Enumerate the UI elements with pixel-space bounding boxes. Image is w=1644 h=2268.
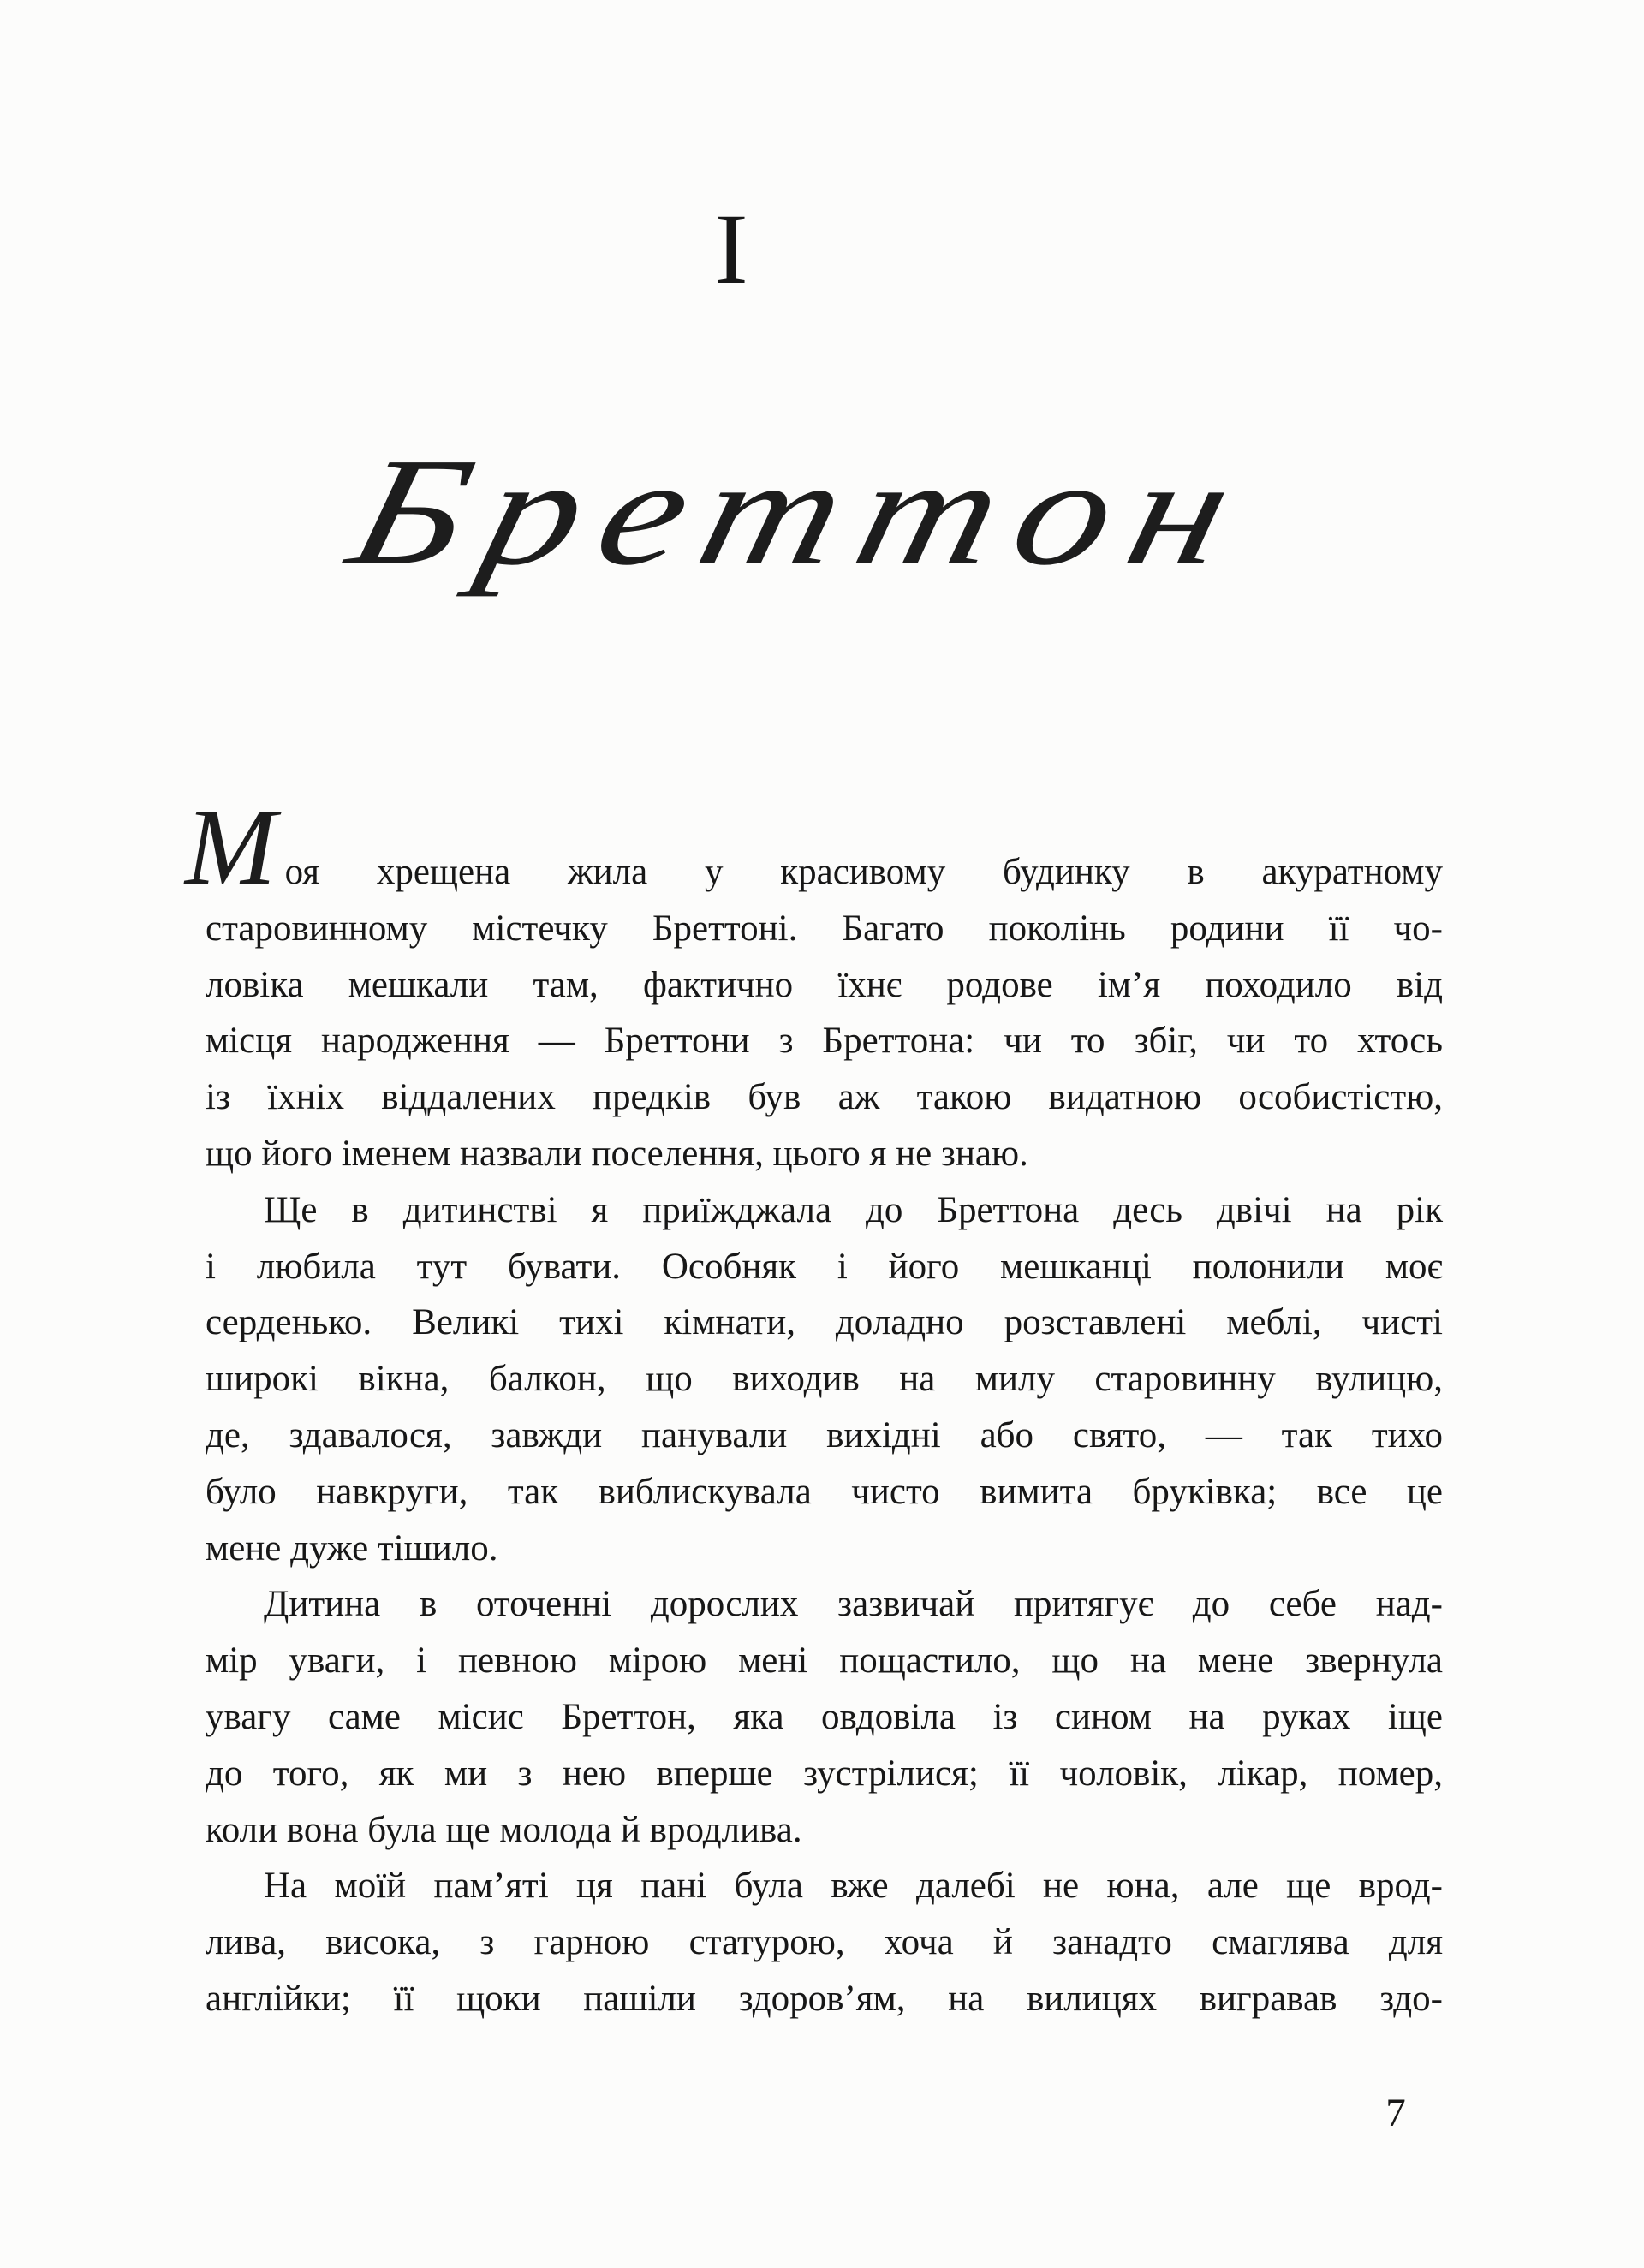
paragraph xyxy=(206,1858,1443,2027)
page-number: 7 xyxy=(1385,2091,1406,2135)
body-line: увагу саме місис Бреттон, яка овдовіла із сином на руках іще xyxy=(206,1696,1443,1737)
body-line: лива, висока, з гарною статурою, хоча й занадто смаглява для xyxy=(206,1922,1443,1963)
body-line: серденько. Великі тихі кімнати, доладно розставлені меблі, чисті xyxy=(206,1302,1443,1343)
body-text xyxy=(185,786,1443,2027)
body-line: із їхніх віддалених предків був аж такою видатною особистістю, xyxy=(206,1077,1443,1118)
body-line: де, здавалося, завжди панували вихідні або свято, — так тихо xyxy=(206,1414,1443,1455)
body-line: що його іменем назвали поселення, цього я не знаю. xyxy=(206,1133,1028,1174)
body-line: широкі вікна, балкон, що виходив на милу старовинну вулицю, xyxy=(206,1359,1443,1400)
paragraph xyxy=(185,786,1443,1182)
body-line: було навкруги, так виблискувала чисто вимита бруківка; все це xyxy=(206,1471,1443,1512)
chapter-title: Бреттон xyxy=(335,426,1269,597)
body-line: мір уваги, і певною мірою мені пощастило, що на мене звернула xyxy=(206,1640,1443,1682)
body-line: місця народження — Бреттони з Бреттона: чи то збіг, чи то хтось xyxy=(206,1021,1443,1062)
body-line: коли вона була ще молода й вродлива. xyxy=(206,1809,802,1850)
body-line: Моя хрещена жила у красивому будинку в акуратному xyxy=(185,786,1443,908)
dropcap-initial: М xyxy=(185,786,277,908)
body-line: до того, як ми з нею вперше зустрілися; її чоловік, лікар, помер, xyxy=(206,1753,1443,1794)
paragraph xyxy=(206,1182,1443,1577)
body-line: На моїй пам’яті ця пані була вже далебі не юна, але ще врод- xyxy=(264,1866,1443,1907)
body-line: ловіка мешкали там, фактично їхнє родове ім’я походило від xyxy=(206,964,1443,1005)
body-line: і любила тут бувати. Особняк і його мешканці полонили моє xyxy=(206,1246,1443,1287)
body-line: Дитина в оточенні дорослих зазвичай притягує до себе над- xyxy=(264,1584,1443,1625)
body-line: англійки; її щоки пашіли здоров’ям, на вилицях вигравав здо- xyxy=(206,1978,1443,2019)
body-line: старовинному містечку Бреттоні. Багато поколінь родини її чо- xyxy=(206,908,1443,949)
paragraph xyxy=(206,1576,1443,1858)
body-line: мене дуже тішило. xyxy=(206,1527,498,1569)
chapter-number: I xyxy=(714,193,750,305)
body-line: Ще в дитинстві я приїжджала до Бреттона десь двічі на рік xyxy=(264,1189,1443,1230)
